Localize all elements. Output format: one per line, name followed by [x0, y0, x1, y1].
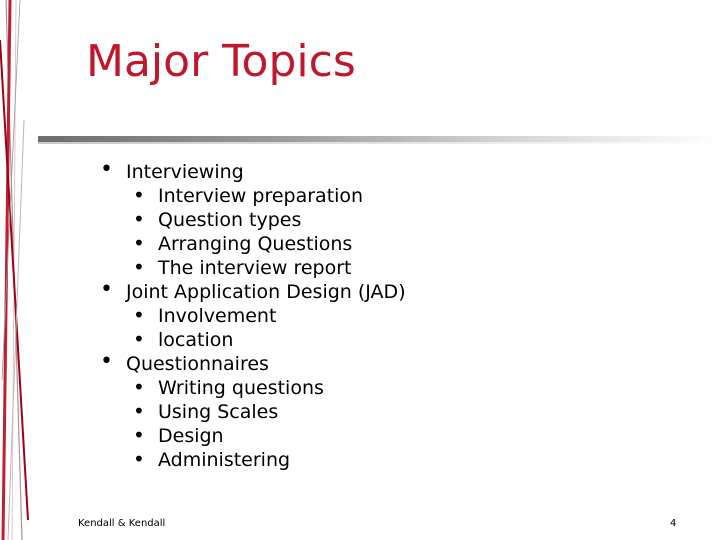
subtopic-item: Involvement — [158, 305, 277, 327]
decorative-side-border — [0, 0, 30, 540]
bullet-icon: • — [133, 303, 145, 327]
subtopic-item: Arranging Questions — [158, 233, 353, 255]
slide-title: Major Topics — [86, 36, 356, 87]
subtopic-item: Administering — [158, 449, 291, 471]
bullet-icon: • — [133, 399, 145, 423]
bullet-icon: • — [100, 349, 113, 374]
subtopic-item: Design — [158, 425, 224, 447]
bullet-icon: • — [133, 423, 145, 447]
subtopic-item: location — [158, 329, 234, 351]
footer-author: Kendall & Kendall — [78, 518, 166, 529]
bullet-icon: • — [133, 375, 145, 399]
title-divider-shadow — [38, 142, 720, 144]
bullet-icon: • — [133, 183, 145, 207]
topic-item: Interviewing — [126, 161, 244, 183]
bullet-icon: • — [100, 277, 113, 302]
bullet-icon: • — [133, 255, 145, 279]
bullet-icon: • — [133, 207, 145, 231]
bullet-icon: • — [133, 327, 145, 351]
bullet-icon: • — [100, 157, 113, 182]
bullet-icon: • — [133, 231, 145, 255]
subtopic-item: Using Scales — [158, 401, 279, 423]
subtopic-item: The interview report — [158, 257, 352, 279]
subtopic-item: Question types — [158, 209, 302, 231]
subtopic-item: Writing questions — [158, 377, 324, 399]
topic-item: Questionnaires — [126, 353, 269, 375]
topic-item: Joint Application Design (JAD) — [126, 281, 406, 303]
bullet-icon: • — [133, 447, 145, 471]
page-number: 4 — [670, 518, 677, 529]
subtopic-item: Interview preparation — [158, 185, 364, 207]
